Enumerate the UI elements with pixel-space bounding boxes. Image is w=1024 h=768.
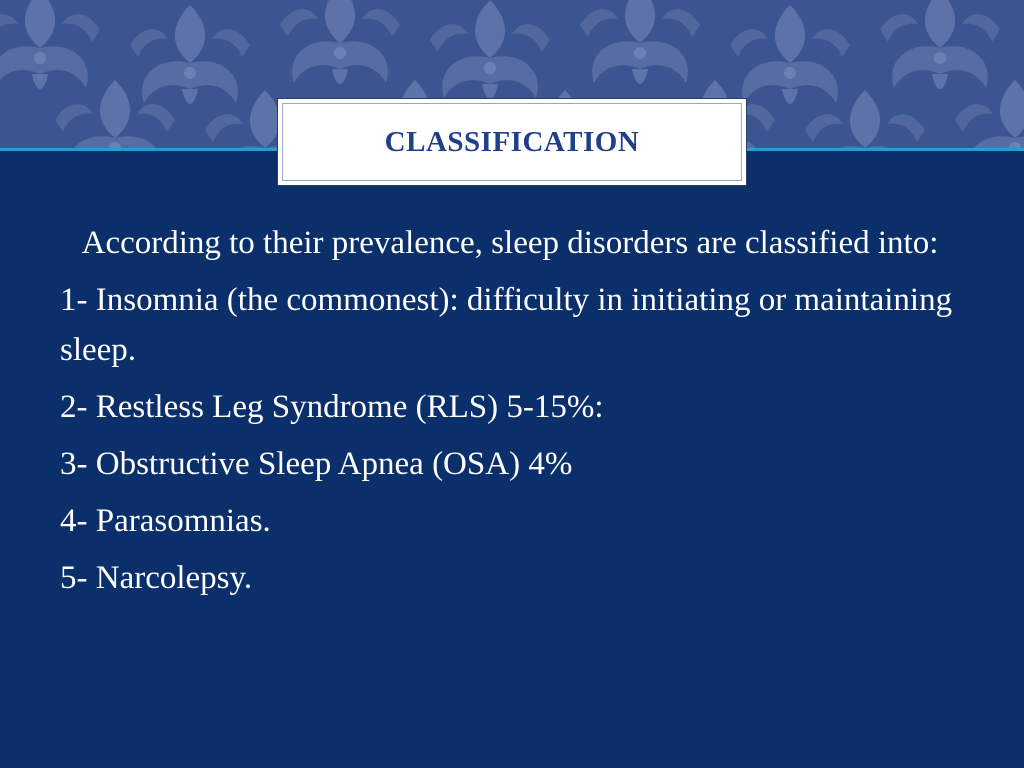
list-item: 2- Restless Leg Syndrome (RLS) 5-15%: [60, 389, 604, 425]
list-item: 5- Narcolepsy. [60, 560, 253, 596]
list-item: 4- Parasomnias. [60, 503, 271, 539]
list-item: 1- Insomnia (the commonest): difficulty in initiating or maintaining sleep. [60, 282, 953, 368]
title-box-inner [282, 103, 742, 181]
slide-title: CLASSIFICATION [384, 125, 640, 158]
intro-text: According to their prevalence, sleep disorders are classified into: [81, 225, 939, 261]
list-item: 3- Obstructive Sleep Apnea (OSA) 4% [60, 446, 573, 482]
slide-content [60, 218, 960, 610]
title-box [277, 98, 747, 186]
